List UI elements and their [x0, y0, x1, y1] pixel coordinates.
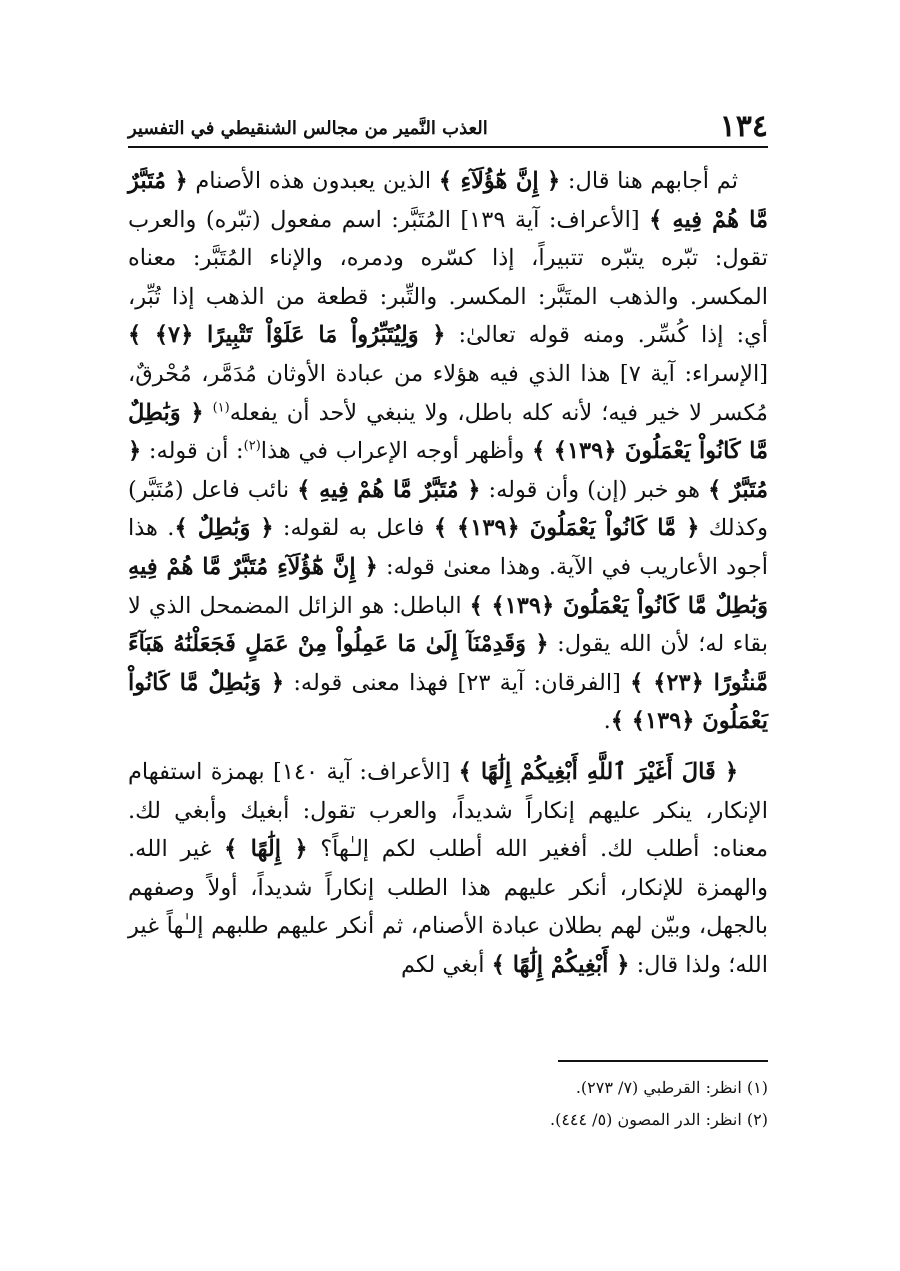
quran-verse: ﴿ مُتَبَّرٌ مَّا هُمْ فِيهِ ﴾ [128, 168, 768, 233]
text-run: أبغي لكم [400, 951, 492, 978]
quran-verse: ﴿ مَّا كَانُواْ يَعْمَلُونَ ﴿١٣٩﴾ ﴾ [433, 515, 700, 542]
quran-verse: ﴿ مُتَبَّرٌ ﴾ [128, 438, 769, 503]
text-run: الباطل: هو الزائل المضمحل الذي لا بقاء له؛ لأن الله يقول: [128, 592, 768, 658]
footnotes [128, 1072, 768, 1136]
footnote-ref: (١) [212, 400, 230, 416]
quran-verse: ﴿ وَلِيُتَبِّرُواْ مَا عَلَوْاْ تَتْبِيرًا ﴿٧﴾ ﴾ [128, 322, 446, 349]
text-run: [الفرقان: آية ٢٣] فهذا معنى قوله: [284, 669, 631, 696]
text-run: هو خبر (إن) وأن قوله: [480, 476, 709, 503]
text-run: فاعل به لقوله: [273, 515, 434, 542]
quran-verse: ﴿ وَبَٰطِلٌ مَّا كَانُواْ يَعْمَلُونَ ﴿١٣٩﴾ ﴾ [128, 669, 768, 735]
text-run: [الأعراف: آية ١٤٠] بهمزة استفهام الإنكار، ينكر عليهم إنكاراً شديداً، والعرب تقول: أبغيك وأبغي لك. معناه: أطلب لك. أفغير الله أطلب لكم إلـٰهاً؟ [128, 758, 768, 863]
quran-verse: ﴿ إِنَّ هَٰٓؤُلَآءِ مُتَبَّرٌ مَّا هُمْ فِيهِ وَبَٰطِلٌ مَّا كَانُواْ يَعْمَلُونَ ﴿١٣٩﴾ ﴾ [128, 553, 768, 619]
footnote-separator [558, 1060, 768, 1062]
text-run: . هذا أجود الأعاريب في الآية. وهذا معنىٰ قوله: [128, 515, 768, 580]
quran-verse: ﴿ وَقَدِمْنَآ إِلَىٰ مَا عَمِلُواْ مِنْ عَمَلٍ فَجَعَلْنَٰهُ هَبَآءً مَّنثُورًا ﴿٢٣﴾ ﴾ [128, 631, 769, 696]
running-title: العذب النَّمير من مجالس الشنقيطي في التفسير [128, 118, 488, 139]
page-number: ١٣٤ [719, 109, 768, 144]
quran-verse: ﴿ أَبْغِيكُمْ إِلَٰهًا ﴾ [491, 951, 630, 978]
text-run: [الإسراء: آية ٧] هذا الذي فيه هؤلاء من عبادة الأوثان مُدَمَّر، مُحْرقٌ، مُكسر لا خير فيه؛ لأنه كله باطل، ولا ينبغي لأحد أن يفعله [128, 360, 769, 426]
text-run: نائب فاعل (مُتَبَّر) وكذلك [128, 476, 768, 542]
quran-verse: ﴿ إِلَٰهًا ﴾ [224, 836, 308, 863]
quran-verse: ﴿ وَبَٰطِلٌ مَّا كَانُواْ يَعْمَلُونَ ﴿١٣٩﴾ ﴾ [128, 399, 769, 465]
quran-verse: ﴿ قَالَ أَغَيْرَ ٱللَّهِ أَبْغِيكُمْ إِلَٰهًا ﴾ [458, 758, 738, 785]
text-run: وأظهر أوجه الإعراب في هذا [260, 438, 533, 465]
footnote-1: (١) انظر: القرطبي (٧/ ٢٧٣). [575, 1078, 768, 1097]
text-run: : أن قوله: [141, 438, 244, 465]
text-run: [الأعراف: آية ١٣٩] المُتَبَّر: اسم مفعول (تبّره) والعرب تقول: تبّره يتبّره تتبيراً، إذا كسّره ودمره، والإناء المُتَبَّر: معناه المكسر. والذهب المتَبَّر: المكسر. والتِّبر: قطعة من الذهب إذا تُبِّر، أي: إذا كُسِّر. ومنه قوله تعالىٰ: [128, 206, 768, 349]
text-run: الذين يعبدون هذه الأصنام [187, 168, 439, 194]
header-rule [128, 146, 768, 148]
body-text [128, 162, 768, 984]
footnote-ref: (٢) [243, 438, 261, 454]
page-header [128, 100, 768, 142]
text-run [204, 400, 213, 426]
text-run: غير الله. والهمزة للإنكار، أنكر عليهم هذا الطلب إنكاراً شديداً، أولاً وصفهم بالجهل، وبيّن لهم بطلان عبادة الأصنام، ثم أنكر عليهم طلبهم إلـٰهاً غير الله؛ ولذا قال: [128, 836, 768, 978]
text-run: . [603, 708, 611, 735]
book-page [128, 100, 769, 1129]
footnote-2: (٢) انظر: الدر المصون (٥/ ٤٤٤). [549, 1110, 768, 1129]
paragraph-1 [128, 162, 768, 741]
quran-verse: ﴿ إِنَّ هَٰٓؤُلَآءِ ﴾ [438, 168, 561, 194]
paragraph-2 [128, 753, 768, 985]
quran-verse: ﴿ وَبَٰطِلٌ ﴾ [174, 515, 274, 542]
text-run: ثم أجابهم هنا قال: [560, 168, 738, 194]
quran-verse: ﴿ مُتَبَّرٌ مَّا هُمْ فِيهِ ﴾ [297, 476, 481, 503]
